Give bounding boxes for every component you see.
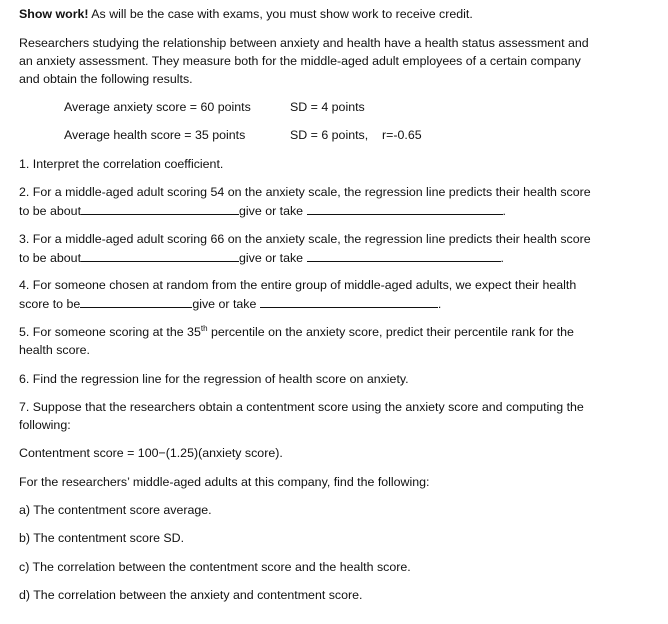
question-1: 1. Interpret the correlation coefficient. (19, 157, 224, 171)
q5-superscript: th (200, 323, 208, 333)
question-3-line-2 (19, 249, 504, 268)
part-a: a) The contentment score average. (19, 503, 212, 517)
question-7-line-2: following: (19, 418, 71, 432)
q2-answer-blank (81, 202, 239, 215)
q3-answer-blank (81, 249, 239, 262)
question-4-line-2 (19, 295, 441, 314)
q2-give-or-take: give or take (239, 204, 304, 218)
question-5-line-1 (19, 324, 574, 342)
q5-prefix: 5. For someone scoring at the 35 (19, 325, 201, 339)
question-2-line-2 (19, 202, 506, 221)
q4-error-blank (260, 295, 438, 308)
question-5-line-2: health score. (19, 343, 90, 357)
q3-give-or-take: give or take (239, 251, 304, 265)
q3-error-blank (307, 249, 501, 262)
question-2-line-1: 2. For a middle-aged adult scoring 54 on the anxiety scale, the regression line predicts their health score (19, 185, 591, 199)
q2-error-blank (307, 202, 503, 215)
part-b: b) The contentment score SD. (19, 531, 185, 545)
part-d: d) The correlation between the anxiety and contentment score. (19, 588, 363, 602)
contentment-formula: Contentment score = 100−(1.25)(anxiety score). (19, 446, 283, 460)
q5-suffix: percentile on the anxiety score, predict their percentile rank for the (207, 325, 574, 339)
q3-prefix: to be about (19, 251, 82, 265)
intro-line-3: and obtain the following results. (19, 72, 193, 86)
health-average: Average health score = 35 points (64, 128, 246, 142)
q4-answer-blank (80, 295, 192, 308)
q4-prefix: score to be (19, 297, 81, 311)
q2-period: . (502, 204, 506, 218)
part-c: c) The correlation between the contentment score and the health score. (19, 560, 411, 574)
question-4-line-1: 4. For someone chosen at random from the entire group of middle-aged adults, we expect their health (19, 278, 577, 292)
q3-period: . (500, 251, 504, 265)
q4-period: . (437, 297, 442, 311)
q4-give-or-take: give or take (192, 297, 257, 311)
anxiety-average: Average anxiety score = 60 points (64, 100, 251, 114)
correlation-value: r=-0.65 (382, 128, 422, 142)
intro-line-1: Researchers studying the relationship between anxiety and health have a health status assessment and (19, 36, 589, 50)
anxiety-sd: SD = 4 points (290, 100, 365, 114)
health-sd: SD = 6 points, (290, 128, 369, 142)
question-6: 6. Find the regression line for the regression of health score on anxiety. (19, 372, 409, 386)
instructions-text: As will be the case with exams, you must show work to receive credit. (88, 7, 473, 21)
intro-line-2: an anxiety assessment. They measure both for the middle-aged adult employees of a certain company (19, 54, 581, 68)
show-work-label: Show work! (19, 7, 89, 21)
find-prompt: For the researchers’ middle-aged adults at this company, find the following: (19, 475, 430, 489)
question-3-line-1: 3. For a middle-aged adult scoring 66 on the anxiety scale, the regression line predicts their health score (19, 232, 591, 246)
q2-prefix: to be about (19, 204, 82, 218)
question-7-line-1: 7. Suppose that the researchers obtain a contentment score using the anxiety score and computing the (19, 400, 584, 414)
instructions-line (19, 6, 473, 24)
